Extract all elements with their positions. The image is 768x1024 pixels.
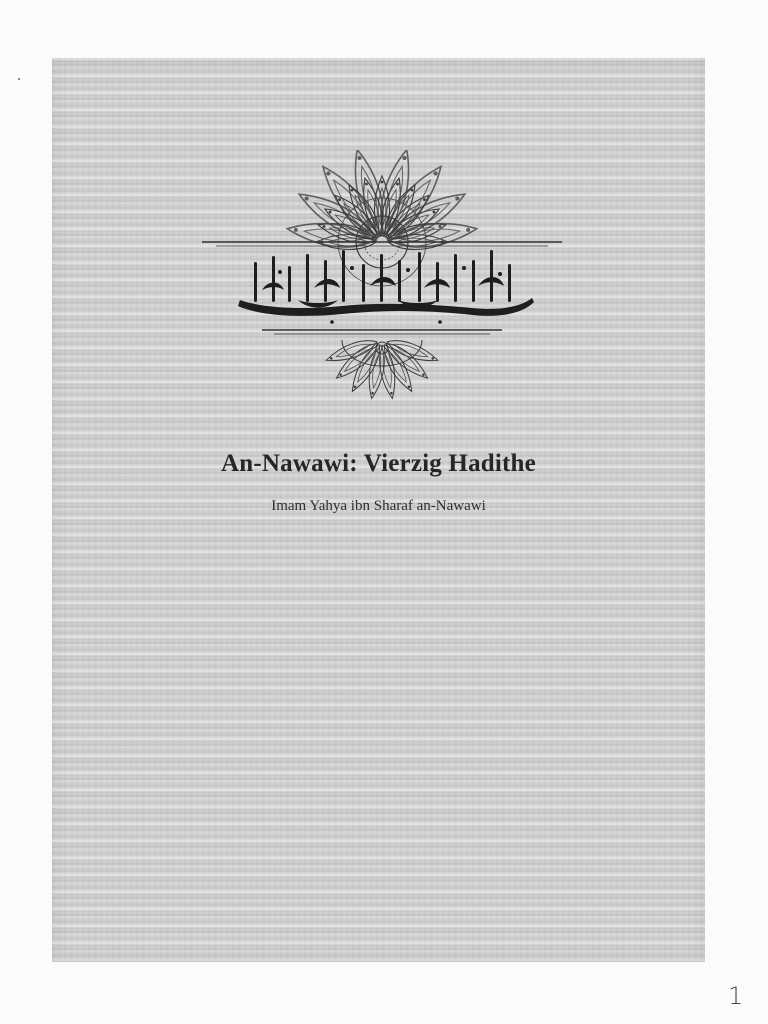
book-cover-sheet: [52, 58, 705, 962]
book-title: An-Nawawi: Vierzig Hadithe: [221, 450, 536, 477]
calligraphy-text-ornament: [238, 250, 534, 324]
calligraphy-medallion-ornament: [202, 150, 562, 400]
lower-rosette: [324, 336, 440, 400]
book-author: Imam Yahya ibn Sharaf an-Nawawi: [271, 498, 486, 514]
page-number: 1: [728, 982, 744, 1010]
scan-speck: [18, 78, 20, 80]
